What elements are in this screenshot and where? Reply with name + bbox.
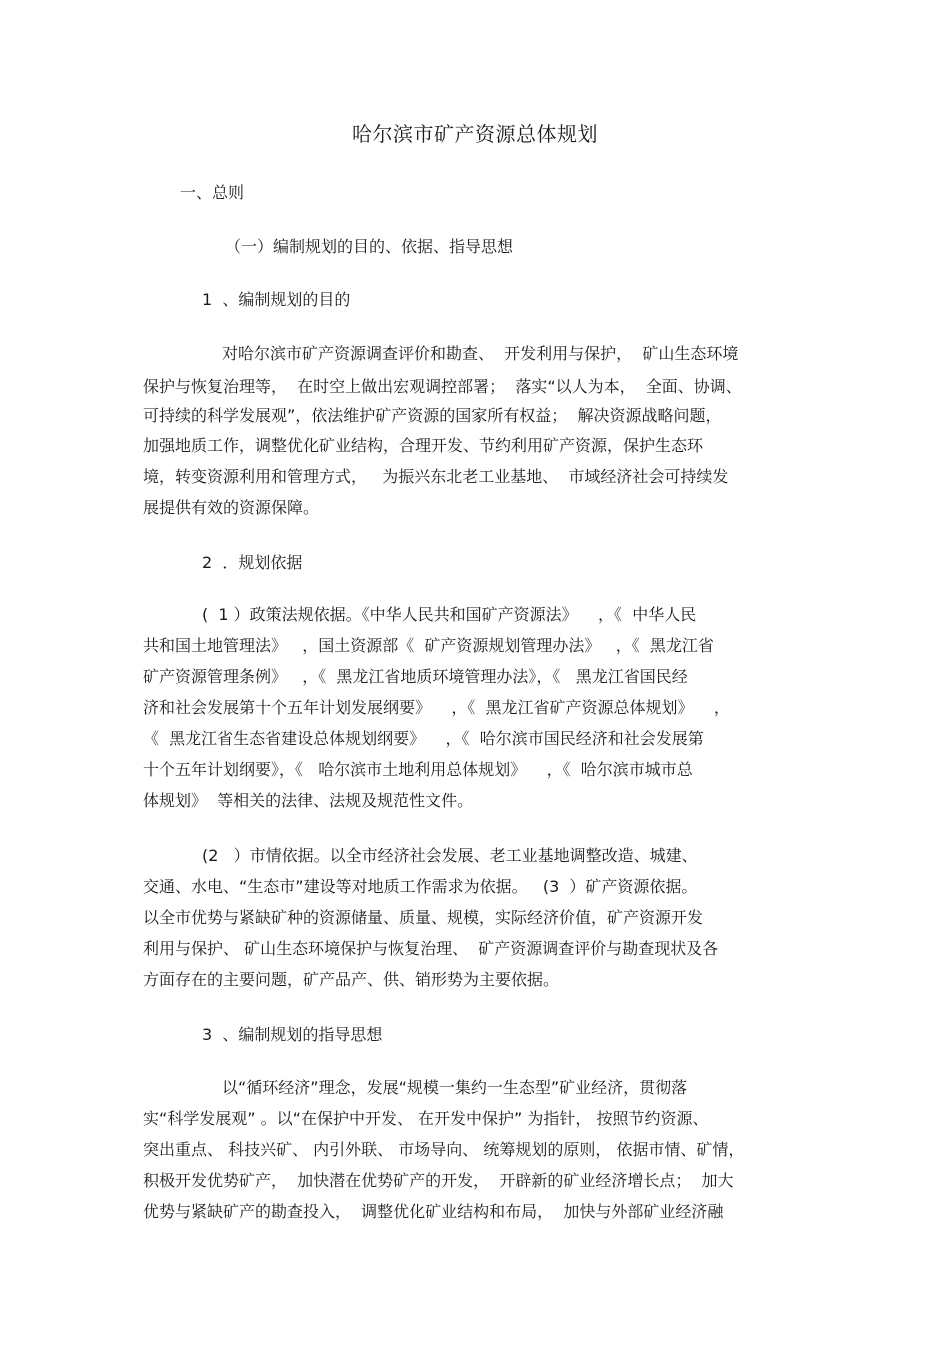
- paragraph-line: 济和社会发展第十个五年计划发展纲要》 ，《 黑龙江省矿产资源总体规划》 ，: [143, 698, 730, 717]
- subsection-heading: （一）编制规划的目的、依据、指导思想: [225, 237, 514, 256]
- paragraph-line: 共和国土地管理法》 ，国土资源部《 矿产资源规划管理办法》 ，《 黑龙江省: [143, 636, 714, 655]
- section-heading-general: 一、总则: [180, 183, 245, 202]
- paragraph-line: 交通、水电、“生态市”建设等对地质工作需求为依据。 (3 ）矿产资源依据。: [143, 877, 698, 896]
- paragraph-line: 可持续的科学发展观”，依法维护矿产资源的国家所有权益； 解决资源战略问题，: [143, 406, 722, 425]
- paragraph-line: 利用与保护、 矿山生态环境保护与恢复治理、 矿产资源调查评价与勘查现状及各: [143, 939, 719, 958]
- paragraph-line: 《 黑龙江省生态省建设总体规划纲要》 ，《 哈尔滨市国民经济和社会发展第: [143, 729, 704, 748]
- paragraph-line: 实“科学发展观” 。以“在保护中开发、 在开发中保护” 为指针， 按照节约资源、: [143, 1109, 709, 1128]
- paragraph-line: 对哈尔滨市矿产资源调查评价和勘查、 开发利用与保护， 矿山生态环境: [222, 344, 739, 363]
- paragraph-line: 加强地质工作，调整优化矿业结构，合理开发、节约利用矿产资源，保护生态环: [143, 436, 704, 455]
- paragraph-line: 以全市优势与紧缺矿种的资源储量、质量、规模，实际经济价值，矿产资源开发: [143, 908, 704, 927]
- paragraph-line: 保护与恢复治理等， 在时空上做出宏观调控部署； 落实“以人为本， 全面、协调、: [143, 377, 742, 396]
- paragraph-line: 十个五年计划纲要》，《 哈尔滨市土地利用总体规划》 ，《 哈尔滨市城市总: [143, 760, 693, 779]
- paragraph-line: 展提供有效的资源保障。: [143, 498, 320, 517]
- paragraph-line: 体规划》 等相关的法律、法规及规范性文件。: [143, 791, 474, 810]
- item-heading-basis: 2 ．规划依据: [202, 553, 303, 572]
- document-title: 哈尔滨市矿产资源总体规划: [352, 122, 598, 146]
- paragraph-line: ( 1 ）政策法规依据。《中华人民共和国矿产资源法》 ，《 中华人民: [202, 605, 697, 624]
- paragraph-line: 矿产资源管理条例》 ，《 黑龙江省地质环境管理办法》，《 黑龙江省国民经: [143, 667, 688, 686]
- paragraph-line: 突出重点、 科技兴矿、 内引外联、 市场导向、 统筹规划的原则， 依据市情、矿情，: [143, 1140, 745, 1159]
- paragraph-line: (2 ）市情依据。以全市经济社会发展、老工业基地调整改造、城建、: [202, 846, 698, 865]
- paragraph-line: 积极开发优势矿产， 加快潜在优势矿产的开发， 开辟新的矿业经济增长点； 加大: [143, 1171, 734, 1190]
- paragraph-line: 以“循环经济”理念，发展“规模一集约一生态型”矿业经济，贯彻落: [222, 1078, 688, 1097]
- paragraph-line: 方面存在的主要问题，矿产品产、供、销形势为主要依据。: [143, 970, 560, 989]
- paragraph-line: 优势与紧缺矿产的勘查投入， 调整优化矿业结构和布局， 加快与外部矿业经济融: [143, 1202, 724, 1221]
- item-heading-guiding-ideology: 3 、编制规划的指导思想: [202, 1025, 383, 1044]
- item-heading-purpose: 1 、编制规划的目的: [202, 290, 351, 309]
- paragraph-line: 境，转变资源利用和管理方式， 为振兴东北老工业基地、 市域经济社会可持续发: [143, 467, 729, 486]
